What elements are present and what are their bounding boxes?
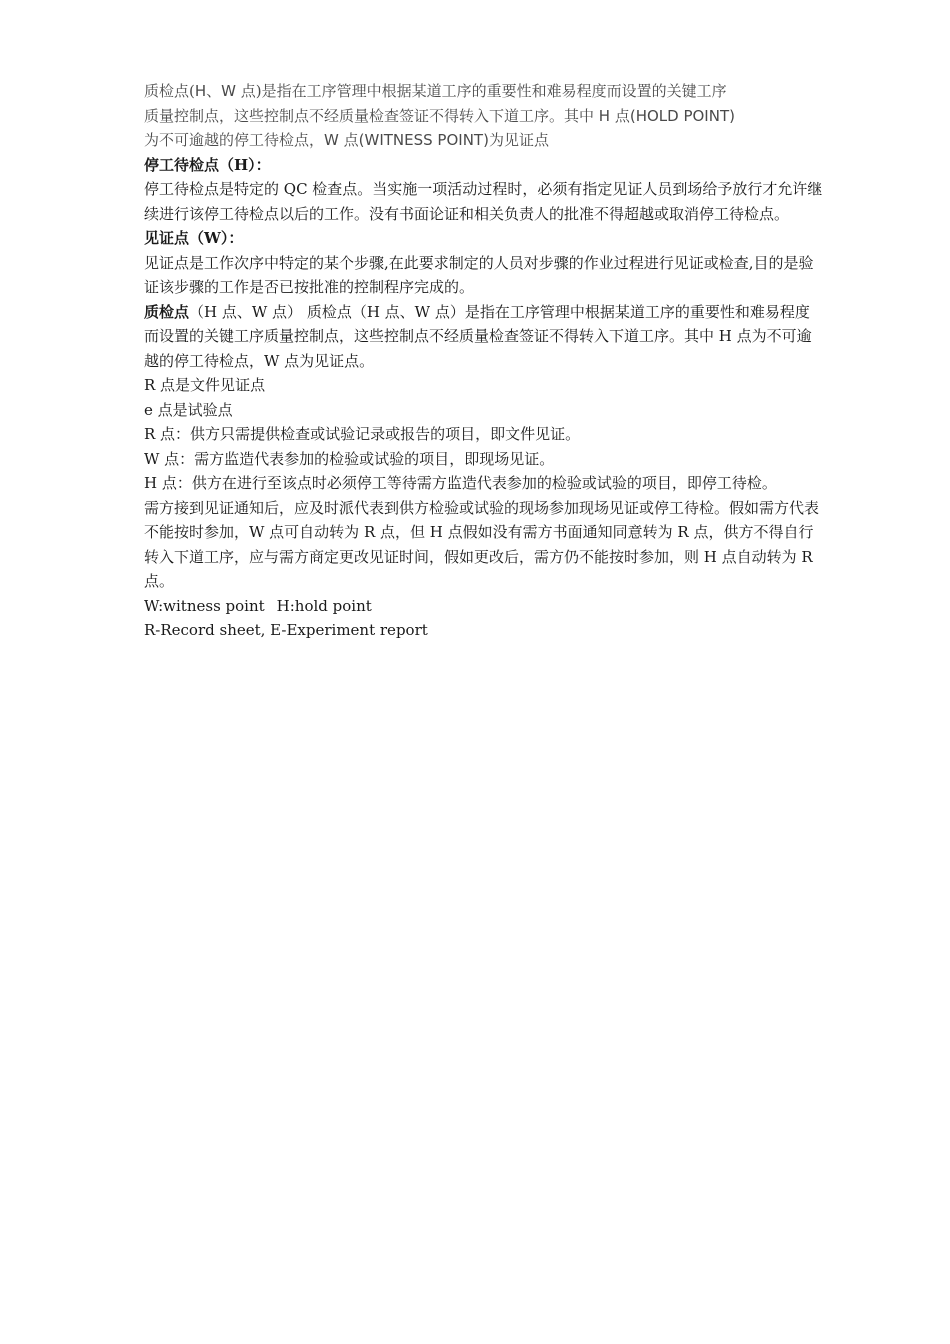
qc-point-body: （H 点、W 点） 质检点（H 点、W 点）是指在工序管理中根据某道工序的重要性和难易程度而设置的关键工序质量控制点，这些控制点不经质量检查签证不得转入下道工序。其中 H 点为不可逾越的停工待检点，W 点为见证点。 xyxy=(144,302,812,370)
intro-text: 质量控制点，这些控制点不经质量检查签证不得转入下道工序。其中 xyxy=(144,106,599,125)
intro-text: 为不可逾越的停工待检点， xyxy=(144,131,325,149)
qc-point-heading: 质检点 xyxy=(144,302,190,321)
intro-text: 质检点( xyxy=(144,82,195,100)
intro-text: 点 xyxy=(610,106,630,125)
abbr-hold: H:hold point xyxy=(276,596,372,615)
intro-text: 点)是指在工序管理中根据某道工序的重要性和难易程度而设置的关键工序 xyxy=(235,82,727,100)
abbreviation-line xyxy=(144,594,824,619)
intro-text: (HOLD POINT) xyxy=(629,106,735,125)
intro-text: H、W xyxy=(194,82,236,100)
abbreviation-record-line: R-Record sheet, E-Experiment report xyxy=(144,621,428,639)
intro-paragraph xyxy=(144,79,824,153)
w-point-definition: W 点：需方监造代表参加的检验或试验的项目，即现场见证。 xyxy=(144,449,555,468)
r-point-line: R 点是文件见证点 xyxy=(144,376,266,394)
witness-point-body: 见证点是工作次序中特定的某个步骤,在此要求制定的人员对步骤的作业过程进行见证或检查,目的是验证该步骤的工作是否已按批准的控制程序完成的。 xyxy=(144,253,814,296)
intro-text: (WITNESS POINT) xyxy=(358,131,489,149)
intro-text: 为见证点 xyxy=(488,131,549,149)
h-point-definition: H 点：供方在进行至该点时必须停工等待需方监造代表参加的检验或试验的项目，即停工待检。 xyxy=(144,474,777,492)
intro-text: W xyxy=(324,131,339,149)
r-point-definition: R 点：供方只需提供检查或试验记录或报告的项目，即文件见证。 xyxy=(144,425,581,443)
qc-point-paragraph xyxy=(144,300,824,374)
hold-point-body: 停工待检点是特定的 QC 检查点。当实施一项活动过程时，必须有指定见证人员到场给予放行才允许继续进行该停工待检点以后的工作。没有书面论证和相关负责人的批准不得超越或取消停工待检点。 xyxy=(144,180,823,223)
e-point-line: e 点是试验点 xyxy=(144,400,233,419)
document-page xyxy=(144,79,824,643)
intro-text: 点 xyxy=(338,131,359,149)
intro-text: H xyxy=(598,106,611,125)
abbr-witness: W:witness point xyxy=(144,596,265,615)
witness-point-heading: 见证点（W）： xyxy=(144,229,244,247)
notice-paragraph: 需方接到见证通知后，应及时派代表到供方检验或试验的现场参加现场见证或停工待检。假如需方代表不能按时参加，W 点可自动转为 R 点，但 H 点假如没有需方书面通知同意转为 R 点，供方不得自行转入下道工序，应与需方商定更改见证时间，假如更改后，需方仍不能按时参加，则 H 点自动转为 R 点。 xyxy=(144,498,820,590)
hold-point-heading: 停工待检点（H）： xyxy=(144,155,271,174)
